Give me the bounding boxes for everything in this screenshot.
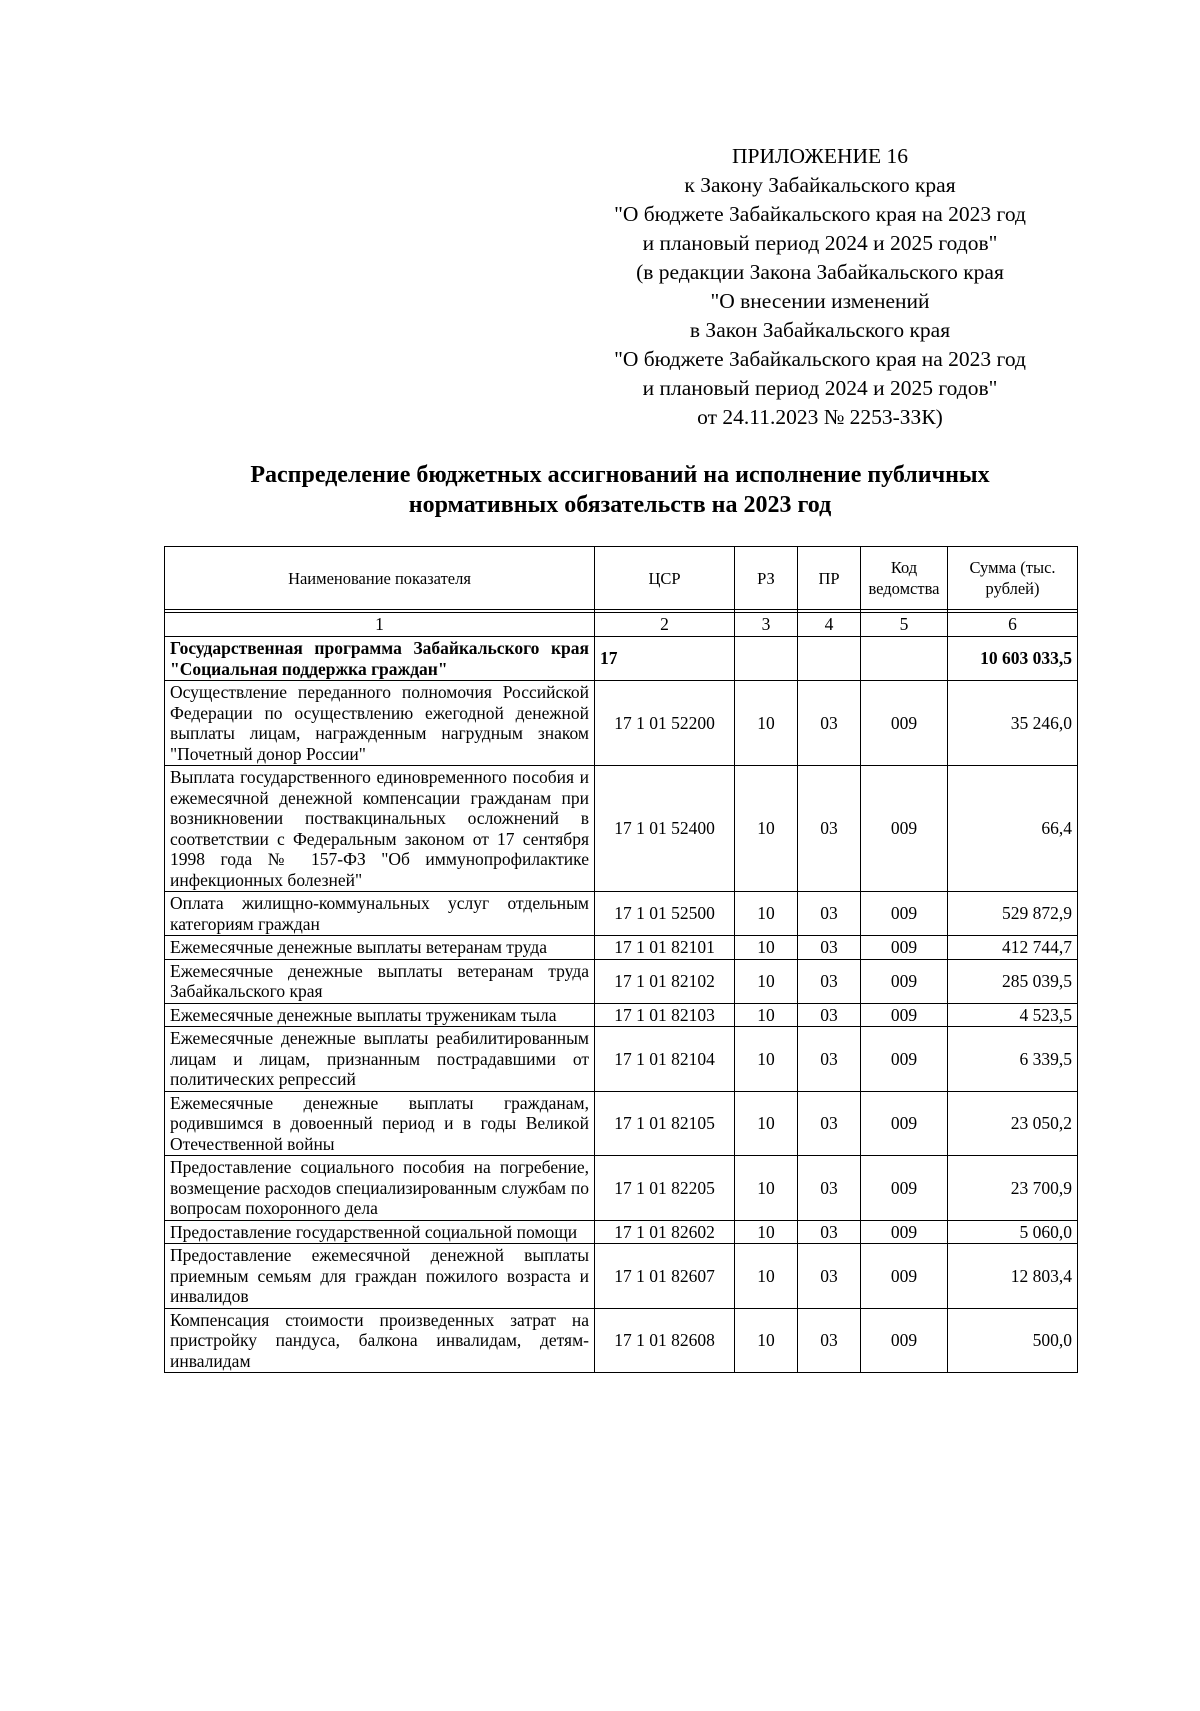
column-number: 2	[595, 613, 735, 637]
title-line-2: нормативных обязательств на 2023 год	[408, 492, 832, 518]
title-line-1: Распределение бюджетных ассигнований на исполнение публичных	[250, 462, 990, 488]
column-header-sum: Сумма (тыс. рублей)	[948, 547, 1078, 610]
header-line: в Закон Забайкальского края	[689, 318, 951, 342]
table-row	[165, 1003, 1078, 1027]
cell-sum: 23 050,2	[948, 1091, 1078, 1156]
table-body	[165, 637, 1078, 1373]
cell-name: Предоставление социального пособия на погребение, возмещение расходов специализированным службам по вопросам похоронного дела	[165, 1156, 595, 1221]
cell-rz: 10	[735, 1003, 798, 1027]
cell-csr: 17 1 01 82104	[595, 1027, 735, 1092]
cell-rz: 10	[735, 892, 798, 936]
cell-ved: 009	[861, 936, 948, 960]
cell-rz: 10	[735, 681, 798, 766]
cell-pr: 03	[798, 1091, 861, 1156]
cell-name: Ежемесячные денежные выплаты гражданам, родившимся в довоенный период и в годы Великой Отечественной войны	[165, 1091, 595, 1156]
table-row	[165, 1091, 1078, 1156]
header-line: к Закону Забайкальского края	[684, 173, 956, 197]
cell-sum: 285 039,5	[948, 959, 1078, 1003]
cell-sum: 500,0	[948, 1308, 1078, 1373]
cell-csr: 17 1 01 82102	[595, 959, 735, 1003]
cell-pr: 03	[798, 1220, 861, 1244]
cell-name: Оплата жилищно-коммунальных услуг отдельным категориям граждан	[165, 892, 595, 936]
cell-name: Осуществление переданного полномочия Российской Федерации по осуществлению ежегодной денежной выплаты лицам, награжденным нагрудным знаком "Почетный донор России"	[165, 681, 595, 766]
column-header-csr: ЦСР	[595, 547, 735, 610]
cell-pr: 03	[798, 1003, 861, 1027]
cell-ved: 009	[861, 1091, 948, 1156]
cell-pr: 03	[798, 959, 861, 1003]
cell-pr: 03	[798, 892, 861, 936]
cell-rz: 10	[735, 1156, 798, 1221]
column-number: 1	[165, 613, 595, 637]
cell-name: Предоставление ежемесячной денежной выплаты приемным семьям для граждан пожилого возраста и инвалидов	[165, 1244, 595, 1309]
cell-sum: 23 700,9	[948, 1156, 1078, 1221]
table-row	[165, 936, 1078, 960]
cell-ved: 009	[861, 1220, 948, 1244]
column-number-row	[165, 613, 1078, 637]
cell-csr: 17 1 01 82608	[595, 1308, 735, 1373]
cell-name: Государственная программа Забайкальского края "Социальная поддержка граждан"	[165, 637, 595, 681]
table-row	[165, 1308, 1078, 1373]
cell-sum: 412 744,7	[948, 936, 1078, 960]
table-row	[165, 1027, 1078, 1092]
cell-pr: 03	[798, 1244, 861, 1309]
header-line: и плановый период 2024 и 2025 годов"	[642, 376, 998, 400]
table-row	[165, 1156, 1078, 1221]
table-row	[165, 766, 1078, 892]
cell-ved: 009	[861, 892, 948, 936]
cell-csr: 17	[595, 637, 735, 681]
header-line: "О бюджете Забайкальского края на 2023 год	[614, 347, 1026, 371]
cell-csr: 17 1 01 52500	[595, 892, 735, 936]
cell-rz: 10	[735, 1244, 798, 1309]
table-row	[165, 1220, 1078, 1244]
cell-name: Компенсация стоимости произведенных затрат на пристройку пандуса, балкона инвалидам, детям-инвалидам	[165, 1308, 595, 1373]
column-header-rz: РЗ	[735, 547, 798, 610]
cell-sum: 12 803,4	[948, 1244, 1078, 1309]
cell-pr: 03	[798, 681, 861, 766]
cell-ved: 009	[861, 681, 948, 766]
cell-ved	[861, 637, 948, 681]
cell-pr: 03	[798, 766, 861, 892]
header-line: "О бюджете Забайкальского края на 2023 год	[614, 202, 1026, 226]
cell-rz: 10	[735, 936, 798, 960]
cell-pr: 03	[798, 1308, 861, 1373]
cell-pr: 03	[798, 1156, 861, 1221]
cell-name: Ежемесячные денежные выплаты реабилитированным лицам и лицам, признанным пострадавшими от политических репрессий	[165, 1027, 595, 1092]
table-row	[165, 637, 1078, 681]
cell-rz: 10	[735, 1220, 798, 1244]
cell-ved: 009	[861, 1003, 948, 1027]
column-header-ved: Код ведомства	[861, 547, 948, 610]
cell-name: Выплата государственного единовременного пособия и ежемесячной денежной компенсации гражданам при возникновении поствакцинальных осложнений в соответствии с Федеральным законом от 17 сентября 1998 года № 157-ФЗ "Об иммунопрофилактике инфекционных болезней"	[165, 766, 595, 892]
cell-csr: 17 1 01 82105	[595, 1091, 735, 1156]
cell-rz	[735, 637, 798, 681]
cell-sum: 5 060,0	[948, 1220, 1078, 1244]
cell-sum: 4 523,5	[948, 1003, 1078, 1027]
cell-name: Предоставление государственной социальной помощи	[165, 1220, 595, 1244]
column-number: 5	[861, 613, 948, 637]
cell-csr: 17 1 01 52200	[595, 681, 735, 766]
cell-ved: 009	[861, 1244, 948, 1309]
cell-sum: 35 246,0	[948, 681, 1078, 766]
cell-sum: 66,4	[948, 766, 1078, 892]
cell-ved: 009	[861, 959, 948, 1003]
budget-table	[164, 546, 1078, 1373]
column-number: 3	[735, 613, 798, 637]
table-row	[165, 892, 1078, 936]
appendix-header	[560, 142, 1080, 432]
cell-name: Ежемесячные денежные выплаты труженикам тыла	[165, 1003, 595, 1027]
cell-rz: 10	[735, 1308, 798, 1373]
header-line: и плановый период 2024 и 2025 годов"	[642, 231, 998, 255]
cell-rz: 10	[735, 1091, 798, 1156]
column-number: 6	[948, 613, 1078, 637]
cell-pr: 03	[798, 1027, 861, 1092]
table-row	[165, 959, 1078, 1003]
cell-rz: 10	[735, 1027, 798, 1092]
cell-sum: 10 603 033,5	[948, 637, 1078, 681]
cell-sum: 6 339,5	[948, 1027, 1078, 1092]
cell-csr: 17 1 01 82607	[595, 1244, 735, 1309]
cell-csr: 17 1 01 82101	[595, 936, 735, 960]
cell-name: Ежемесячные денежные выплаты ветеранам труда Забайкальского края	[165, 959, 595, 1003]
column-header-name: Наименование показателя	[165, 547, 595, 610]
table-header-row	[165, 547, 1078, 610]
cell-csr: 17 1 01 82205	[595, 1156, 735, 1221]
cell-ved: 009	[861, 1308, 948, 1373]
cell-rz: 10	[735, 959, 798, 1003]
cell-pr	[798, 637, 861, 681]
cell-csr: 17 1 01 52400	[595, 766, 735, 892]
table-row	[165, 681, 1078, 766]
header-line: "О внесении изменений	[710, 289, 930, 313]
header-line: ПРИЛОЖЕНИЕ 16	[731, 144, 909, 168]
cell-pr: 03	[798, 936, 861, 960]
header-line: от 24.11.2023 № 2253-ЗЗК)	[697, 405, 943, 429]
cell-sum: 529 872,9	[948, 892, 1078, 936]
column-header-pr: ПР	[798, 547, 861, 610]
cell-rz: 10	[735, 766, 798, 892]
cell-name: Ежемесячные денежные выплаты ветеранам труда	[165, 936, 595, 960]
table-row	[165, 1244, 1078, 1309]
document-title	[160, 460, 1080, 520]
cell-ved: 009	[861, 766, 948, 892]
header-line: (в редакции Закона Забайкальского края	[636, 260, 1004, 284]
cell-ved: 009	[861, 1027, 948, 1092]
cell-csr: 17 1 01 82602	[595, 1220, 735, 1244]
column-number: 4	[798, 613, 861, 637]
cell-csr: 17 1 01 82103	[595, 1003, 735, 1027]
cell-ved: 009	[861, 1156, 948, 1221]
